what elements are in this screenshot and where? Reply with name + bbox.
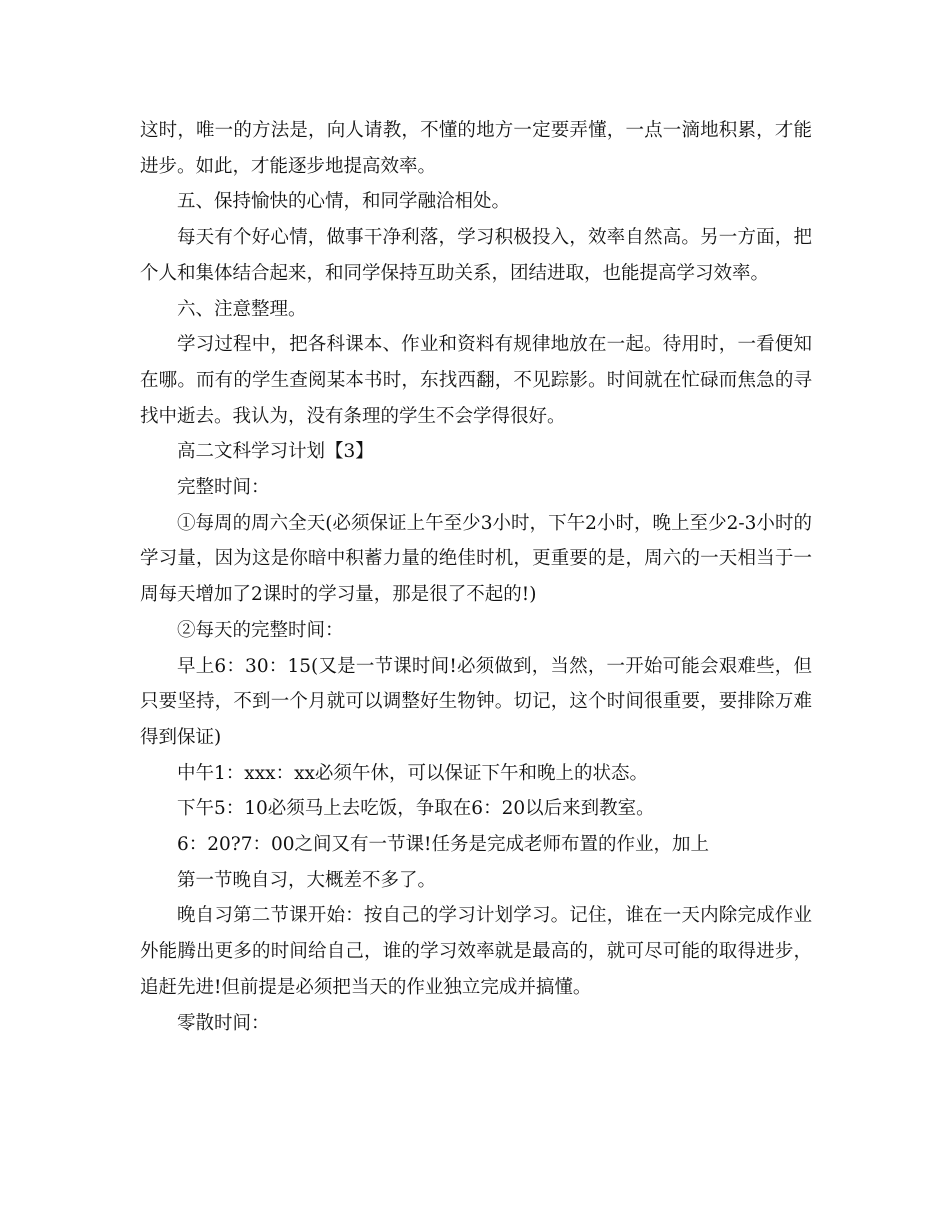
heading-six: 六、注意整理。: [177, 298, 307, 320]
paragraph-afternoon: 下午5：10必须马上去吃饭，争取在6：20以后来到教室。: [177, 798, 655, 820]
paragraph-noon: 中午1：xxx：xx必须午休，可以保证下午和晚上的状态。: [177, 762, 648, 784]
paragraph-first-self-study: 第一节晚自习，大概差不多了。: [177, 869, 437, 891]
scattered-time-heading: 零散时间：: [177, 1012, 270, 1034]
paragraph-8: ①每周的周六全天(必须保证上午至少3小时，下午2小时，晚上至少2-3小时的学习量，因为这是你暗中积蓄力量的绝佳时机，更重要的是，周六的一天相当于一周每天增加了2课时的学习量，那是很了不起的!): [140, 512, 812, 606]
paragraph-evening: 6：20?7：00之间又有一节课!任务是完成老师布置的作业，加上: [177, 834, 709, 856]
paragraph-1: 这时，唯一的方法是，向人请教，不懂的地方一定要弄懂，一点一滴地积累，才能进步。如此，才能逐步地提高效率。: [140, 120, 812, 177]
paragraph-3: 每天有个好心情，做事干净利落，学习积极投入，效率自然高。另一方面，把个人和集体结合起来，和同学保持互助关系，团结进取，也能提高学习效率。: [140, 227, 812, 284]
paragraph-5: 学习过程中，把各科课本、作业和资料有规律地放在一起。待用时，一看便知在哪。而有的学生查阅某本书时，东找西翻，不见踪影。时间就在忙碌而焦急的寻找中逝去。我认为，没有条理的学生不会学得很好。: [140, 334, 812, 427]
daily-time-heading: ②每天的完整时间：: [177, 619, 344, 641]
document-body: [140, 113, 812, 1041]
heading-five: 五、保持愉快的心情，和同学融洽相处。: [177, 191, 511, 213]
complete-time-heading: 完整时间：: [177, 477, 270, 499]
section-title: 高二文科学习计划【3】: [177, 441, 374, 463]
paragraph-second-self-study: 晚自习第二节课开始：按自己的学习计划学习。记住，谁在一天内除完成作业外能腾出更多的时间给自己，谁的学习效率就是最高的，就可尽可能的取得进步，追赶先进!但前提是必须把当天的作业独立完成并搞懂。: [140, 905, 812, 998]
paragraph-morning: 早上6：30：15(又是一节课时间!必须做到，当然，一开始可能会艰难些，但只要坚持，不到一个月就可以调整好生物钟。切记，这个时间很重要，要排除万难得到保证): [140, 655, 812, 748]
